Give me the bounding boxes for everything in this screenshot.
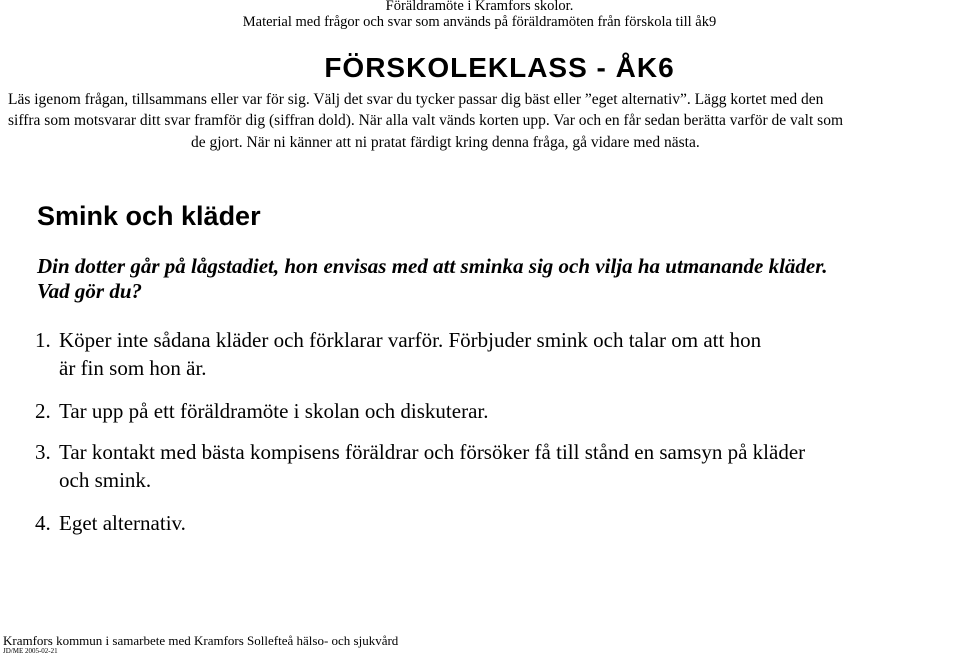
- option-text-continued: och smink.: [59, 468, 152, 492]
- instructions-line-3: de gjort. När ni känner att ni pratat färdigt kring denna fråga, gå vidare med nästa.: [191, 134, 700, 151]
- instructions-line-1: Läs igenom frågan, tillsammans eller var för sig. Välj det svar du tycker passar dig bäst eller ”eget alternativ”. Lägg kortet med den: [8, 91, 824, 108]
- option-3: [35, 438, 805, 494]
- option-text-continued: är fin som hon är.: [59, 356, 207, 380]
- option-text: Tar kontakt med bästa kompisens föräldrar och försöker få till stånd en samsyn på kläder: [59, 440, 806, 464]
- question-line-2: Vad gör du?: [37, 279, 143, 303]
- option-1: [35, 326, 761, 382]
- header-line-2: Material med frågor och svar som används på föräldramöten från förskola till åk9: [242, 14, 717, 30]
- option-number: 3.: [35, 440, 51, 464]
- option-text: Tar upp på ett föräldramöte i skolan och diskuterar.: [59, 399, 489, 423]
- footer-text: Kramfors kommun i samarbete med Kramfors Sollefteå hälso- och sjukvård: [3, 633, 399, 648]
- document-stamp: JD/ME 2005-02-21: [3, 647, 58, 655]
- section-title: Smink och kläder: [37, 201, 261, 231]
- option-number: 1.: [35, 328, 51, 352]
- option-text: Eget alternativ.: [59, 511, 186, 535]
- question-line-1: Din dotter går på lågstadiet, hon envisas med att sminka sig och vilja ha utmanande kläder.: [37, 254, 828, 278]
- option-number: 2.: [35, 399, 51, 423]
- option-number: 4.: [35, 511, 51, 535]
- document-title: FÖRSKOLEKLASS - ÅK6: [324, 52, 675, 83]
- header-line-1: Föräldramöte i Kramfors skolor.: [385, 0, 574, 14]
- option-2: [35, 397, 488, 425]
- option-4: [35, 509, 186, 537]
- instructions-line-2: siffra som motsvarar ditt svar framför dig (siffran dold). När alla valt vänds korten upp. Var och en får sedan berätta varför de valt som: [8, 112, 844, 129]
- question: [37, 254, 957, 304]
- option-text: Köper inte sådana kläder och förklarar varför. Förbjuder smink och talar om att hon: [59, 328, 762, 352]
